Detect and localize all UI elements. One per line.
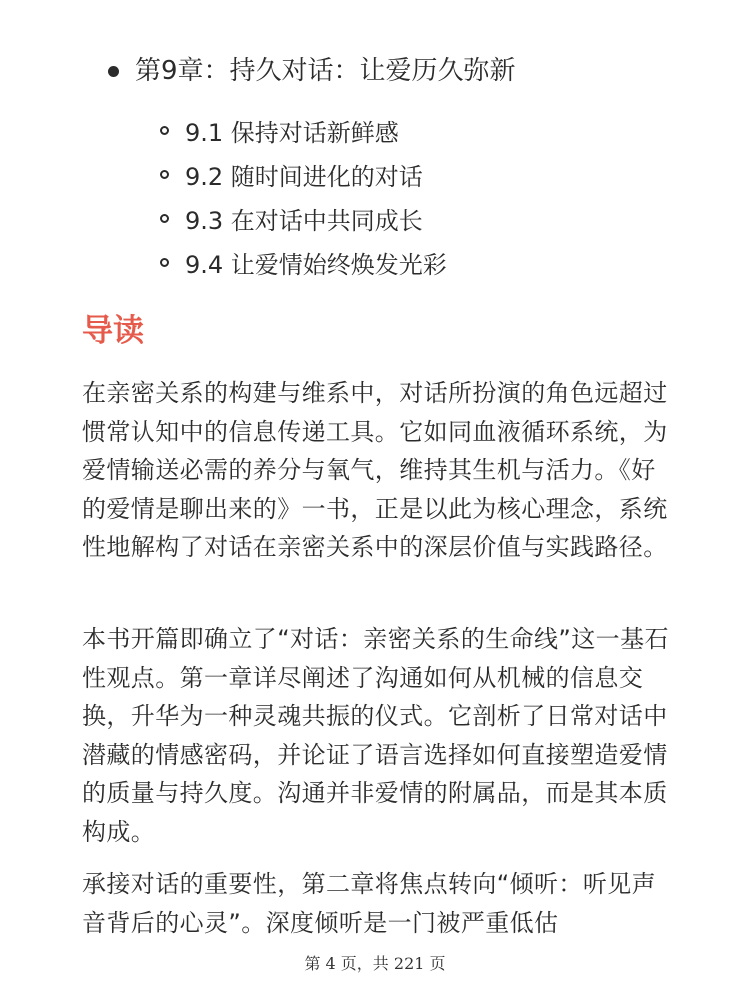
section-label: 9.1 保持对话新鲜感: [185, 118, 399, 147]
chapter-title: 第9章：持久对话：让爱历久弥新: [135, 56, 516, 86]
section-label: 9.3 在对话中共同成长: [185, 206, 423, 235]
intro-paragraph: 承接对话的重要性，第二章将焦点转向“倾听：听见声音背后的心灵”。深度倾听是一门被严重低估: [82, 870, 657, 937]
intro-paragraph: 在亲密关系的构建与维系中，对话所扮演的角色远超过惯常认知中的信息传递工具。它如同血液循环系统，为爱情输送必需的养分与氧气，维持其生机与活力。《好的爱情是聊出来的》一书，正是以此为核心理念，系统性地解构了对话在亲密关系中的深层价值与实践路径。: [82, 379, 668, 561]
intro-paragraph: 本书开篇即确立了“对话：亲密关系的生命线”这一基石性观点。第一章详尽阐述了沟通如何从机械的信息交换，升华为一种灵魂共振的仪式。它剖析了日常对话中潜藏的情感密码，并论证了语言选择如何直接塑造爱情的质量与持久度。沟通并非爱情的附属品，而是其本质构成。: [82, 625, 669, 846]
intro-heading: 导读: [82, 313, 144, 349]
section-list: [160, 108, 447, 284]
page-number-label: 第 4 页，共 221 页: [304, 954, 446, 973]
section-item: [160, 196, 447, 240]
bullet-circle-icon: [160, 214, 169, 223]
section-item: [160, 108, 447, 152]
bullet-circle-icon: [160, 126, 169, 135]
section-item: [160, 152, 447, 196]
bullet-disc-icon: [108, 66, 119, 77]
section-label: 9.4 让爱情始终焕发光彩: [185, 250, 447, 279]
section-label: 9.2 随时间进化的对话: [185, 162, 423, 191]
bullet-circle-icon: [160, 170, 169, 179]
chapter-list-item: [108, 52, 516, 90]
bullet-circle-icon: [160, 258, 169, 267]
page-footer: [0, 950, 750, 1000]
section-item: [160, 240, 447, 284]
